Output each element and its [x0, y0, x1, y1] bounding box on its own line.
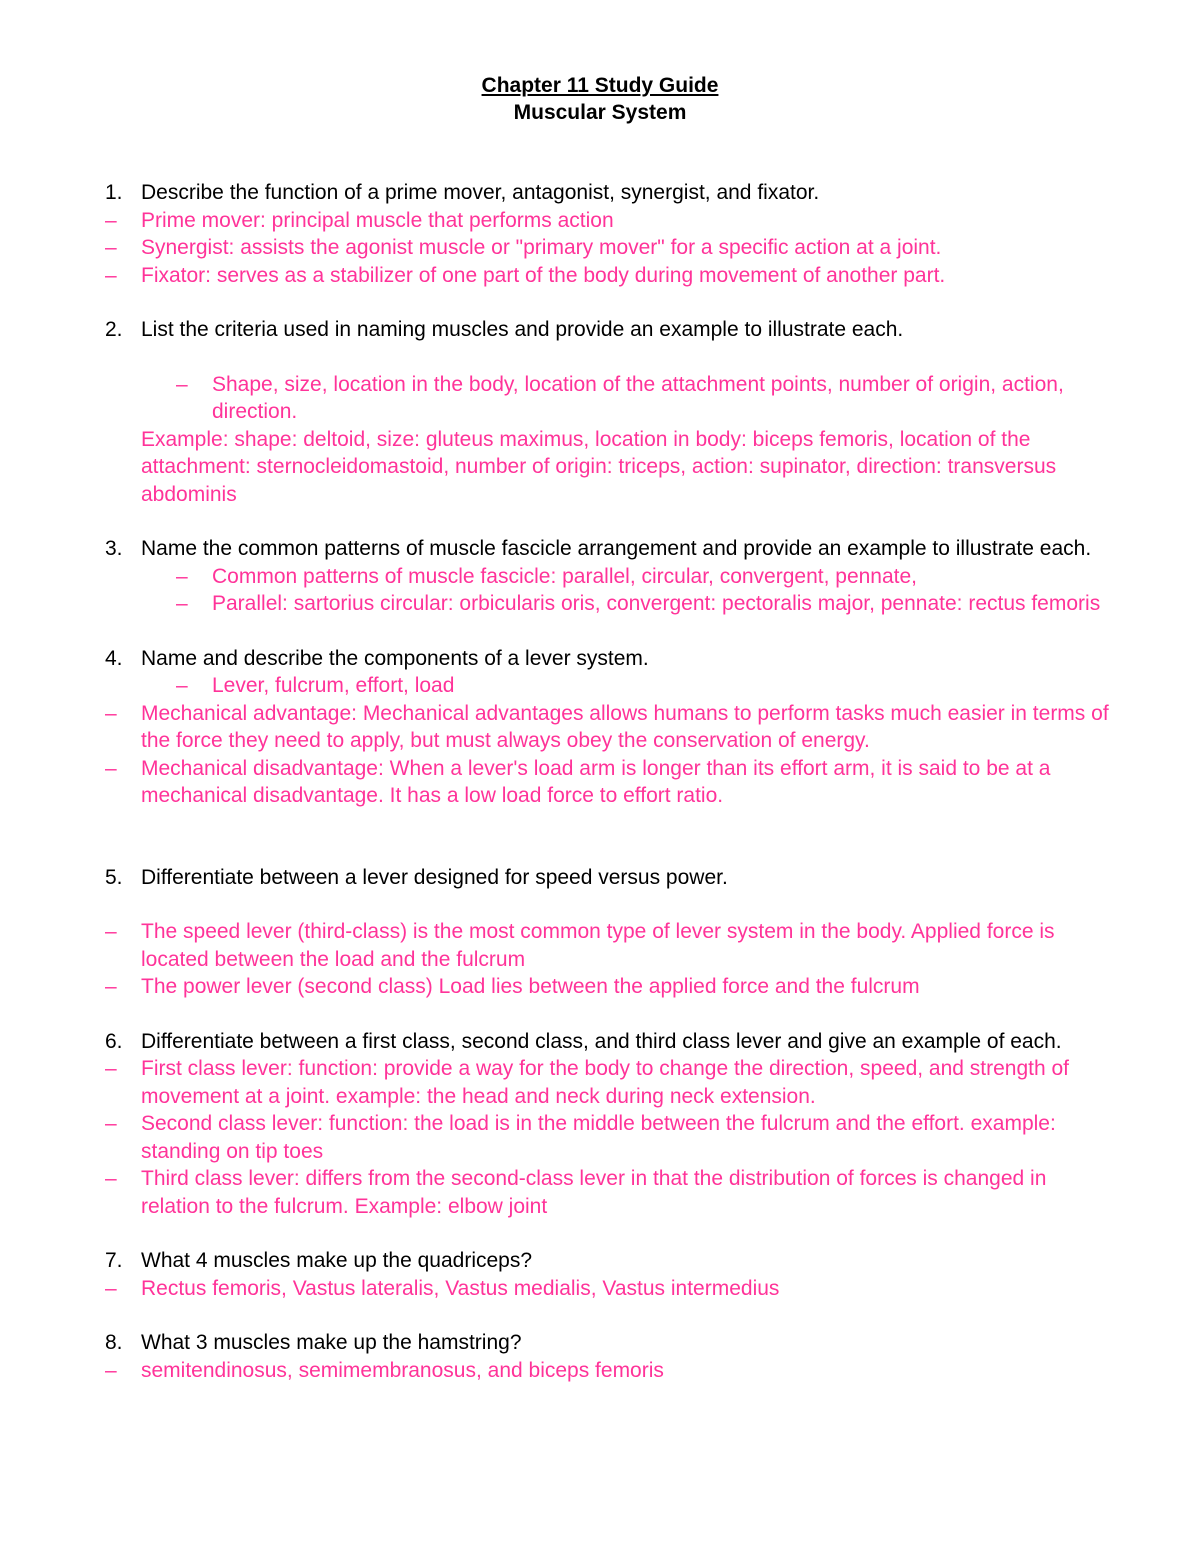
answer-line [0, 1110, 1121, 1165]
question-number: 7. [105, 1249, 123, 1272]
answer-line [0, 700, 1121, 755]
question-text: Differentiate between a lever designed for speed versus power. [141, 865, 728, 889]
answer-line [0, 371, 1122, 426]
dash-bullet: – [176, 592, 188, 615]
dash-bullet: – [105, 975, 117, 998]
dash-bullet: – [176, 564, 188, 588]
answer-text: Common patterns of muscle fascicle: parallel, circular, convergent, pennate, [212, 564, 918, 588]
dash-bullet: – [105, 1112, 117, 1135]
answer-line [0, 1165, 1121, 1220]
answer-line [0, 918, 1121, 973]
question-number: 8. [105, 1331, 123, 1354]
dash-bullet: – [105, 920, 117, 943]
dash-bullet: – [105, 1057, 117, 1080]
question-1 [0, 179, 1121, 207]
answer-line [0, 1275, 1121, 1303]
answer-text: The power lever (second class) Load lies between the applied force and the fulcrum [141, 975, 920, 998]
answer-line [0, 973, 1121, 1001]
question-text: Name and describe the components of a lever system. [141, 646, 649, 670]
answer-text: Mechanical disadvantage: When a lever's load arm is longer than its effort arm, it is said to be at a mechanical disadvantage. It has a low load force to effort ratio. [141, 756, 1051, 807]
dash-bullet: – [105, 1167, 117, 1190]
answer-text: Mechanical advantage: Mechanical advantages allows humans to perform tasks much easier in terms of the force they need to apply, but must always obey the conservation of energy. [141, 701, 1109, 752]
answer-text: Second class lever: function: the load is in the middle between the fulcrum and the effort. example: standing on tip toes [141, 1112, 1056, 1163]
answer-line [0, 1055, 1121, 1110]
dash-bullet: – [105, 701, 117, 725]
question-text: Differentiate between a first class, second class, and third class lever and give an example of each. [141, 1029, 1062, 1053]
answer-line [0, 207, 1121, 235]
question-text: What 4 muscles make up the quadriceps? [141, 1249, 533, 1272]
question-number: 5. [105, 865, 123, 889]
answer-text: Lever, fulcrum, effort, load [212, 674, 455, 697]
question-number: 6. [105, 1029, 123, 1053]
dash-bullet: – [105, 1276, 117, 1300]
question-2 [0, 316, 1121, 344]
dash-bullet: – [176, 674, 188, 697]
answer-text: semitendinosus, semimembranosus, and biceps femoris [141, 1358, 664, 1382]
dash-bullet: – [105, 236, 117, 259]
question-text: Name the common patterns of muscle fascicle arrangement and provide an example to illustrate each. [141, 537, 1092, 560]
answer-text: Synergist: assists the agonist muscle or "primary mover" for a specific action at a joint. [141, 236, 942, 259]
answer-line [0, 755, 1121, 810]
dash-bullet: – [105, 1358, 117, 1382]
study-guide-content [0, 179, 1200, 1384]
answer-line [0, 590, 1122, 618]
question-number: 3. [105, 537, 123, 560]
question-text: List the criteria used in naming muscles and provide an example to illustrate each. [141, 318, 904, 341]
dash-bullet: – [105, 208, 117, 232]
question-7 [0, 1247, 1121, 1275]
question-number: 1. [105, 181, 123, 204]
question-number: 4. [105, 646, 123, 670]
question-8 [0, 1329, 1121, 1357]
answer-line [0, 563, 1122, 591]
question-number: 2. [105, 318, 123, 341]
answer-text: Third class lever: differs from the second-class lever in that the distribution of forces is changed in relation to the fulcrum. Example: elbow joint [141, 1167, 1047, 1218]
question-4 [0, 645, 1121, 673]
answer-text: The speed lever (third-class) is the most common type of lever system in the body. Applied force is located between the load and the fulcrum [141, 920, 1055, 971]
page-subtitle: Muscular System [513, 101, 687, 124]
dash-bullet: – [176, 372, 188, 396]
answer-text: Rectus femoris, Vastus lateralis, Vastus medialis, Vastus intermedius [141, 1276, 780, 1300]
dash-bullet: – [105, 756, 117, 780]
question-text: Describe the function of a prime mover, antagonist, synergist, and fixator. [141, 181, 820, 204]
question-5 [0, 864, 1121, 892]
answer-text: Fixator: serves as a stabilizer of one part of the body during movement of another part. [141, 263, 946, 287]
dash-bullet: – [105, 263, 117, 287]
answer-text: First class lever: function: provide a way for the body to change the direction, speed, and strength of movement at a joint. example: the head and neck during neck extension. [141, 1057, 1070, 1108]
answer-line [0, 234, 1121, 262]
answer-line [0, 262, 1121, 290]
answer-text: Parallel: sartorius circular: orbicularis oris, convergent: pectoralis major, pennate: rectus femoris [212, 592, 1101, 615]
question-6 [0, 1028, 1121, 1056]
question-text: What 3 muscles make up the hamstring? [141, 1331, 522, 1354]
answer-text: Shape, size, location in the body, location of the attachment points, number of origin, action, direction. [212, 372, 1064, 423]
answer-line [0, 672, 1122, 700]
question-3 [0, 535, 1121, 563]
answer-example: Example: shape: deltoid, size: gluteus maximus, location in body: biceps femoris, location of the attachment: sternocleidomastoid, number of origin: triceps, action: supinator, direction: transversus abdominis [141, 427, 1057, 506]
answer-text: Prime mover: principal muscle that performs action [141, 208, 614, 232]
answer-line [0, 1357, 1121, 1385]
page-title: Chapter 11 Study Guide [481, 74, 719, 97]
